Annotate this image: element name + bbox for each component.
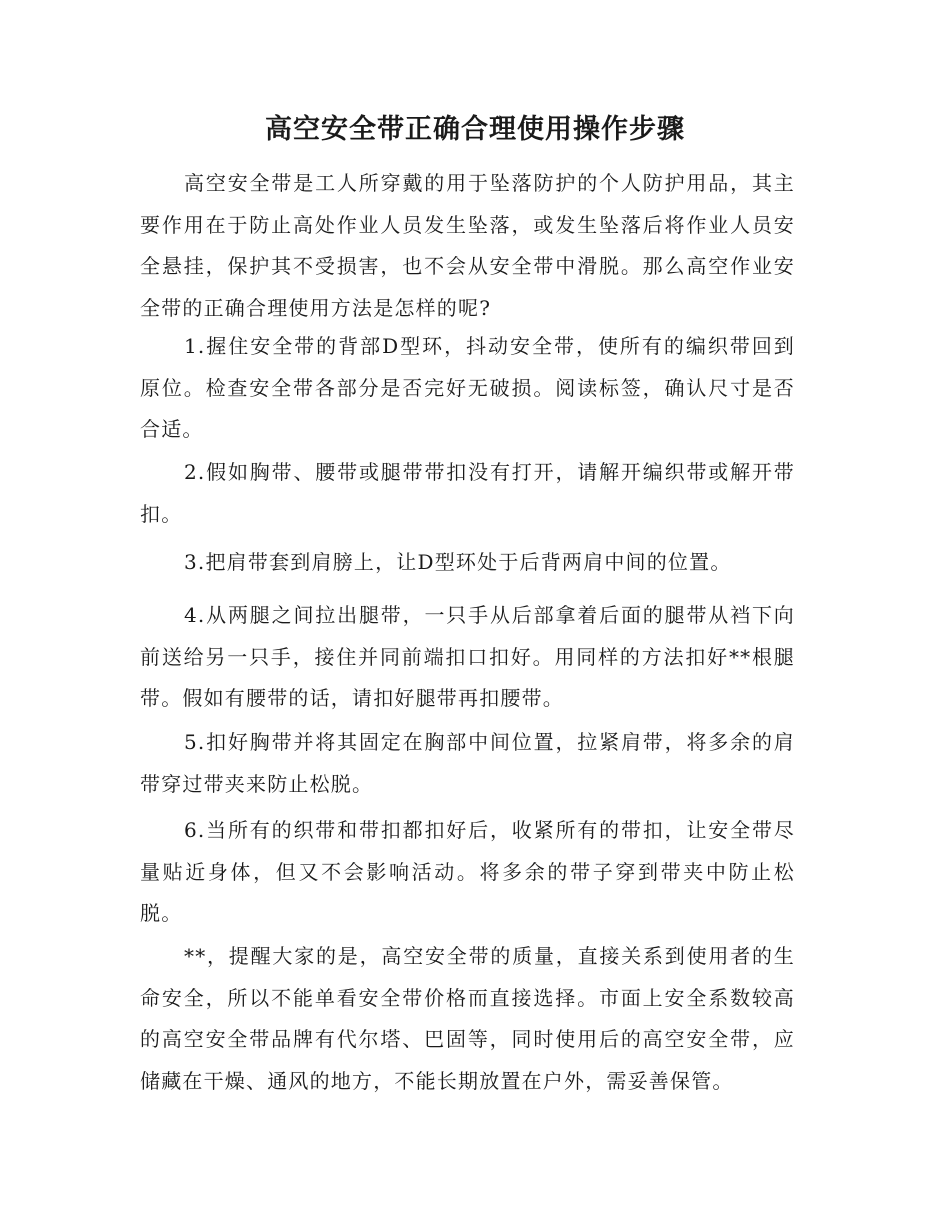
step-6-paragraph: 6.当所有的织带和带扣都扣好后，收紧所有的带扣，让安全带尽量贴近身体，但又不会影响活动。将多余的带子穿到带夹中防止松脱。 (140, 818, 795, 925)
step-1-paragraph: 1.握住安全带的背部D型环，抖动安全带，使所有的编织带回到原位。检查安全带各部分是否完好无破损。阅读标签，确认尺寸是否合适。 (140, 334, 795, 441)
intro-paragraph: 高空安全带是工人所穿戴的用于坠落防护的个人防护用品，其主要作用在于防止高处作业人员发生坠落，或发生坠落后将作业人员安全悬挂，保护其不受损害，也不会从安全带中滑脱。那么高空作业安全带的正确合理使用方法是怎样的呢? (140, 171, 795, 320)
step-2-paragraph: 2.假如胸带、腰带或腿带带扣没有打开，请解开编织带或解开带扣。 (140, 460, 795, 526)
step-5-paragraph: 5.扣好胸带并将其固定在胸部中间位置，拉紧肩带，将多余的肩带穿过带夹来防止松脱。 (140, 730, 795, 796)
document-title: 高空安全带正确合理使用操作步骤 (265, 114, 685, 145)
closing-paragraph: **，提醒大家的是，高空安全带的质量，直接关系到使用者的生命安全，所以不能单看安全带价格而直接选择。市面上安全系数较高的高空安全带品牌有代尔塔、巴固等，同时使用后的高空安全带，应储藏在干燥、通风的地方，不能长期放置在户外，需妥善保管。 (140, 944, 795, 1093)
step-3-paragraph: 3.把肩带套到肩膀上，让D型环处于后背两肩中间的位置。 (184, 550, 732, 574)
step-4-paragraph: 4.从两腿之间拉出腿带，一只手从后部拿着后面的腿带从裆下向前送给另一只手，接住并同前端扣口扣好。用同样的方法扣好**根腿带。假如有腰带的话，请扣好腿带再扣腰带。 (140, 603, 795, 710)
